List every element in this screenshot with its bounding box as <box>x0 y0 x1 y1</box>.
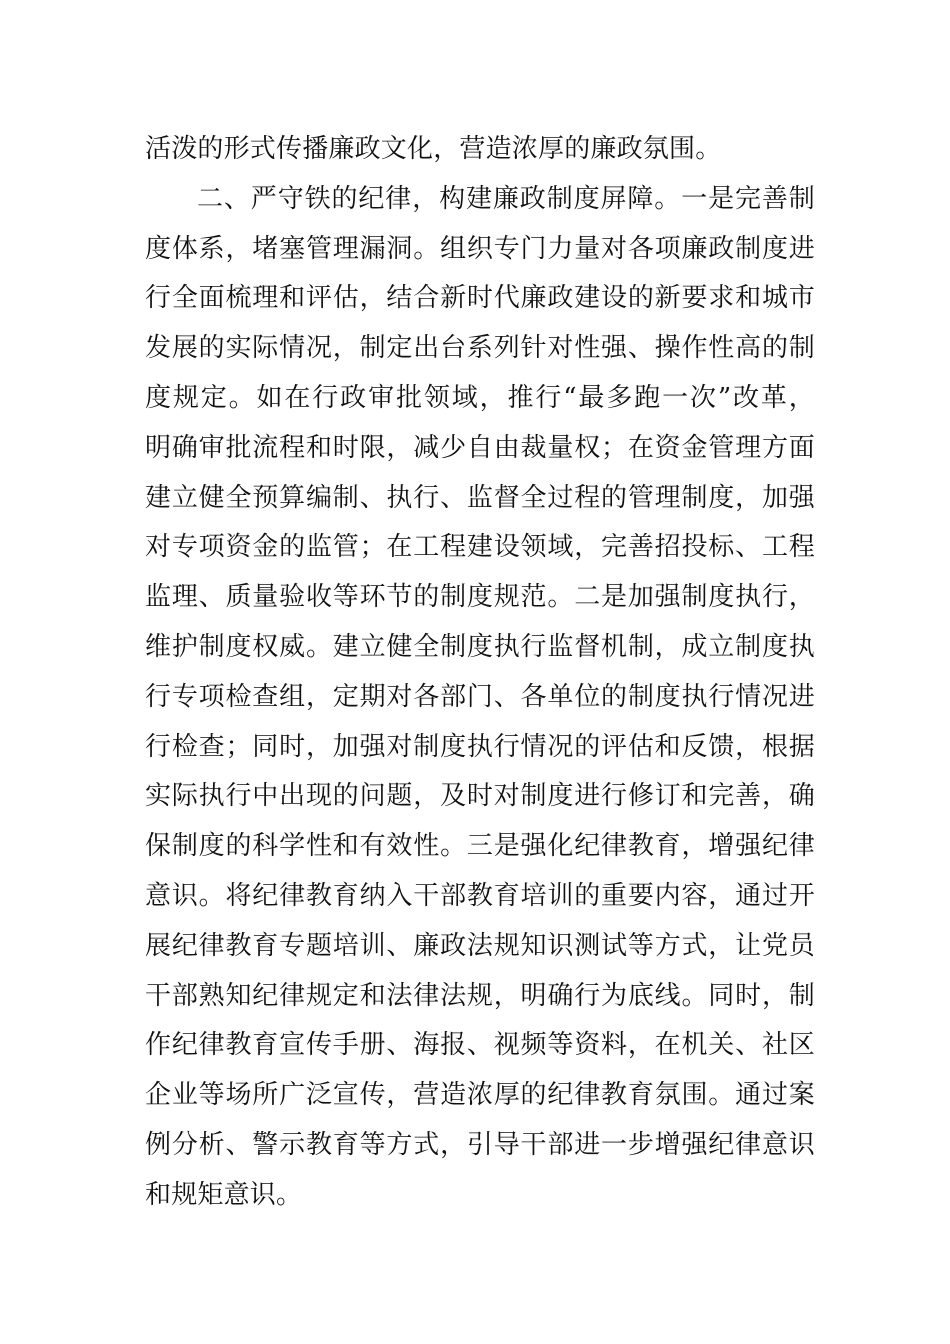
text-line: 度规定。如在行政审批领域，推行“最多跑一次”改革， <box>145 382 815 413</box>
text-line: 二、严守铁的纪律，构建廉政制度屏障。一是完善制 <box>197 183 815 214</box>
text-line: 和规矩意识。 <box>145 1179 303 1210</box>
body-text <box>145 125 815 1221</box>
text-line: 维护制度权威。建立健全制度执行监督机制，成立制度执 <box>145 631 815 662</box>
text-line: 活泼的形式传播廉政文化，营造浓厚的廉政氛围。 <box>145 134 722 164</box>
text-line: 明确审批流程和时限，减少自由裁量权；在资金管理方面 <box>145 432 815 463</box>
text-line: 保制度的科学性和有效性。三是强化纪律教育，增强纪律 <box>145 831 815 862</box>
text-line: 企业等场所广泛宣传，营造浓厚的纪律教育氛围。通过案 <box>145 1080 815 1111</box>
text-line: 干部熟知纪律规定和法律法规，明确行为底线。同时，制 <box>145 980 815 1011</box>
text-line: 实际执行中出现的问题，及时对制度进行修订和完善，确 <box>145 781 815 812</box>
text-line: 行专项检查组，定期对各部门、各单位的制度执行情况进 <box>145 681 815 712</box>
text-line: 监理、质量验收等环节的制度规范。二是加强制度执行， <box>145 582 815 613</box>
text-line: 作纪律教育宣传手册、海报、视频等资料，在机关、社区 <box>145 1030 815 1061</box>
text-line: 例分析、警示教育等方式，引导干部进一步增强纪律意识 <box>145 1129 815 1160</box>
text-line: 行检查；同时，加强对制度执行情况的评估和反馈，根据 <box>145 731 815 762</box>
text-line: 发展的实际情况，制定出台系列针对性强、操作性高的制 <box>145 333 815 364</box>
text-line: 意识。将纪律教育纳入干部教育培训的重要内容，通过开 <box>145 880 815 911</box>
text-line: 行全面梳理和评估，结合新时代廉政建设的新要求和城市 <box>145 283 815 314</box>
text-line: 度体系，堵塞管理漏洞。组织专门力量对各项廉政制度进 <box>145 233 815 264</box>
text-line: 展纪律教育专题培训、廉政法规知识测试等方式，让党员 <box>145 930 815 961</box>
text-line: 对专项资金的监管；在工程建设领域，完善招投标、工程 <box>145 532 815 563</box>
text-line: 建立健全预算编制、执行、监督全过程的管理制度，加强 <box>145 482 815 513</box>
